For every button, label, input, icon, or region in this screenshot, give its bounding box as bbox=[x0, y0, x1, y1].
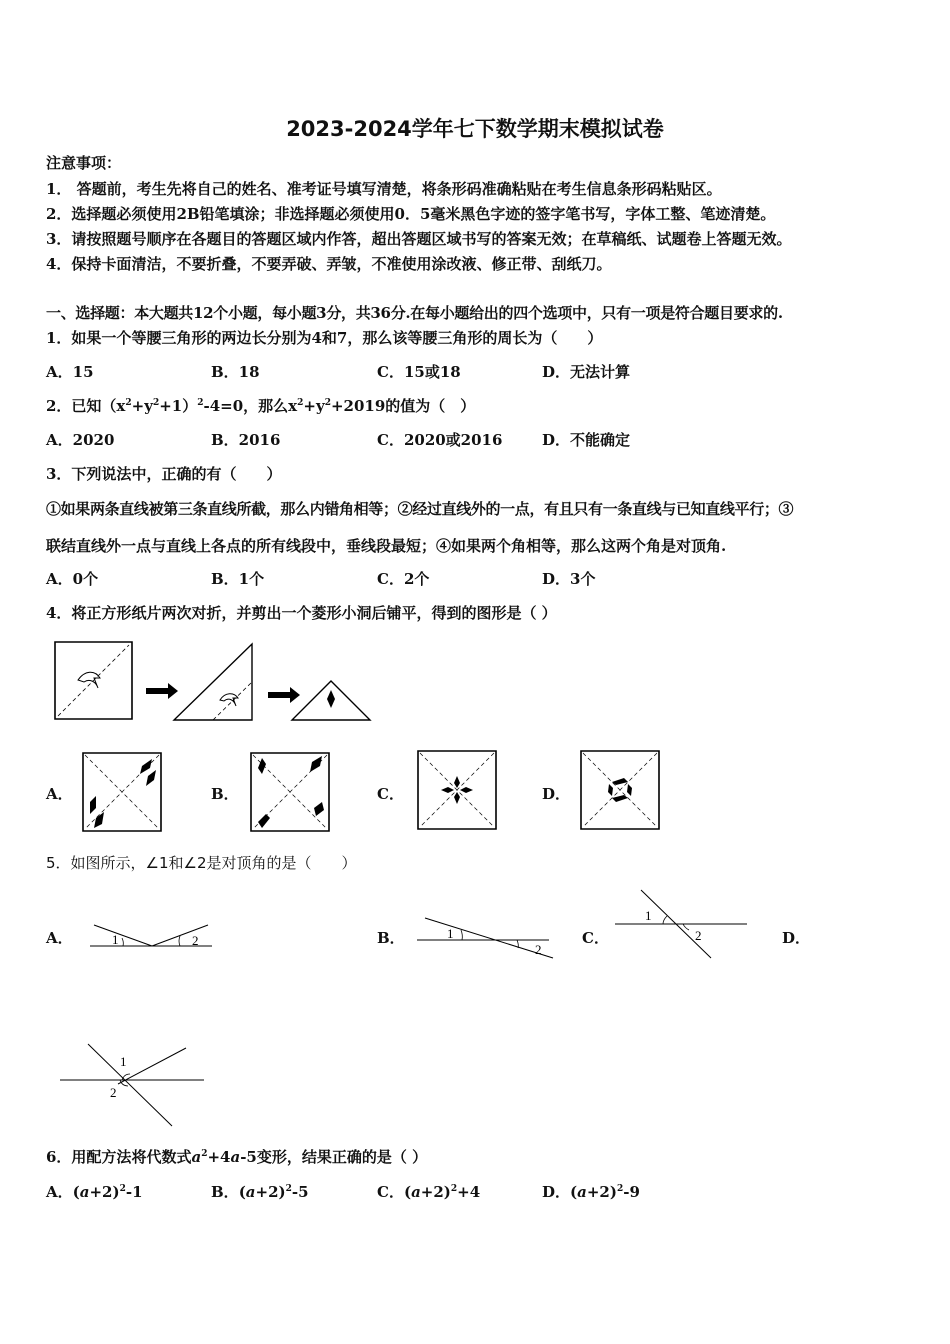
q2-option-c: C．2020或2016 bbox=[377, 431, 503, 449]
angle-2-label: 2 bbox=[535, 942, 542, 957]
angle-1-label: 1 bbox=[112, 932, 119, 947]
notice-item: 4．保持卡面清洁，不要折叠，不要弄破、弄皱，不准使用涂改液、修正带、刮纸刀。 bbox=[46, 255, 612, 273]
q2-option-d: D．不能确定 bbox=[542, 431, 631, 449]
q4-option-a-label: A． bbox=[46, 785, 73, 803]
q1-option-b: B．18 bbox=[211, 363, 260, 381]
question-3-stem: 3．下列说法中，正确的有（ ） bbox=[46, 465, 282, 483]
q5-option-d-figure[interactable] bbox=[58, 1040, 208, 1130]
angle-1-label: 1 bbox=[120, 1054, 127, 1069]
q6-option-c: C．$(a+2)^2+4$ bbox=[377, 1183, 481, 1201]
q3-option-a: A．0个 bbox=[46, 570, 99, 588]
q6-option-b: B．$(a+2)^2-5$ bbox=[211, 1183, 309, 1201]
angle-1-label: 1 bbox=[645, 908, 652, 923]
arrow-right-icon bbox=[146, 683, 178, 699]
q6-option-d: D．$(a+2)^2-9$ bbox=[542, 1183, 640, 1201]
q3-option-c: C．2个 bbox=[377, 570, 430, 588]
q4-option-b-figure[interactable] bbox=[250, 752, 330, 832]
q4-option-b-label: B． bbox=[211, 785, 239, 803]
section-heading: 一、选择题：本大题共12个小题，每小题3分，共36分.在每小题给出的四个选项中，只有一项是符合题目要求的. bbox=[46, 304, 783, 322]
q5-option-c-figure[interactable] bbox=[615, 888, 750, 960]
question-3-statement-line: ①如果两条直线被第三条直线所截，那么内错角相等；②经过直线外的一点，有且只有一条直线与已知直线平行；③ bbox=[46, 500, 794, 518]
notice-heading: 注意事项： bbox=[46, 154, 122, 172]
folding-process-figure bbox=[50, 638, 380, 724]
q5-option-d-label: D． bbox=[782, 929, 811, 947]
q5-option-b-figure[interactable] bbox=[417, 912, 557, 960]
q5-option-a-label: A． bbox=[46, 929, 73, 947]
folded-triangle bbox=[174, 644, 252, 720]
angle-2-label: 2 bbox=[192, 933, 199, 948]
arrow-right-icon bbox=[268, 687, 300, 703]
rhombus-hole bbox=[327, 690, 335, 708]
notice-item: 1． 答题前，考生先将自己的姓名、准考证号填写清楚，将条形码准确粘贴在考生信息条形码粘贴区。 bbox=[46, 180, 722, 198]
angle-2-label: 2 bbox=[110, 1085, 117, 1100]
question-1-stem: 1．如果一个等腰三角形的两边长分别为4和7，那么该等腰三角形的周长为（ ） bbox=[46, 329, 603, 347]
q3-option-d: D．3个 bbox=[542, 570, 596, 588]
q5-option-b-label: B． bbox=[377, 929, 405, 947]
q4-option-c-label: C． bbox=[377, 785, 404, 803]
q4-option-a-figure[interactable] bbox=[82, 752, 162, 832]
q3-option-b: B．1个 bbox=[211, 570, 265, 588]
q2-option-a: A．2020 bbox=[46, 431, 115, 449]
q4-option-d-label: D． bbox=[542, 785, 571, 803]
q4-option-c-figure[interactable] bbox=[417, 750, 497, 830]
page-title: 2023-2024学年七下数学期末模拟试卷 bbox=[286, 117, 664, 141]
q5-option-c-label: C． bbox=[582, 929, 609, 947]
question-5-stem: 5．如图所示，∠1和∠2是对顶角的是（ ） bbox=[46, 854, 357, 872]
notice-item: 2．选择题必须使用2B铅笔填涂；非选择题必须使用0．5毫米黑色字迹的签字笔书写，字体工整、笔迹清楚。 bbox=[46, 205, 776, 223]
q5-option-a-figure[interactable] bbox=[90, 920, 215, 950]
angle-1-label: 1 bbox=[447, 926, 454, 941]
q1-option-a: A．15 bbox=[46, 363, 94, 381]
question-4-stem: 4．将正方形纸片两次对折，并剪出一个菱形小洞后铺平，得到的图形是（ ） bbox=[46, 604, 557, 622]
q1-option-d: D．无法计算 bbox=[542, 363, 631, 381]
q6-option-a: A．$(a+2)^2-1$ bbox=[46, 1183, 143, 1201]
q4-option-d-figure[interactable] bbox=[580, 750, 660, 830]
q2-option-b: B．2016 bbox=[211, 431, 281, 449]
fold-arrow-icon bbox=[78, 672, 100, 688]
angle-2-label: 2 bbox=[695, 928, 702, 943]
question-6-stem: 6．用配方法将代数式$a^2+4a-5$变形，结果正确的是（ ） bbox=[46, 1148, 428, 1166]
question-3-statement-line: 联结直线外一点与直线上各点的所有线段中，垂线段最短；④如果两个角相等，那么这两个角是对顶角. bbox=[46, 537, 727, 555]
question-2-stem: 2．已知$(x^2+y^2+1)^2-4=0$，那么$x^2+y^2+2019$的值为（ ） bbox=[46, 397, 476, 415]
q1-option-c: C．15或18 bbox=[377, 363, 461, 381]
notice-item: 3．请按照题号顺序在各题目的答题区域内作答，超出答题区域书写的答案无效；在草稿纸、试题卷上答题无效。 bbox=[46, 230, 792, 248]
